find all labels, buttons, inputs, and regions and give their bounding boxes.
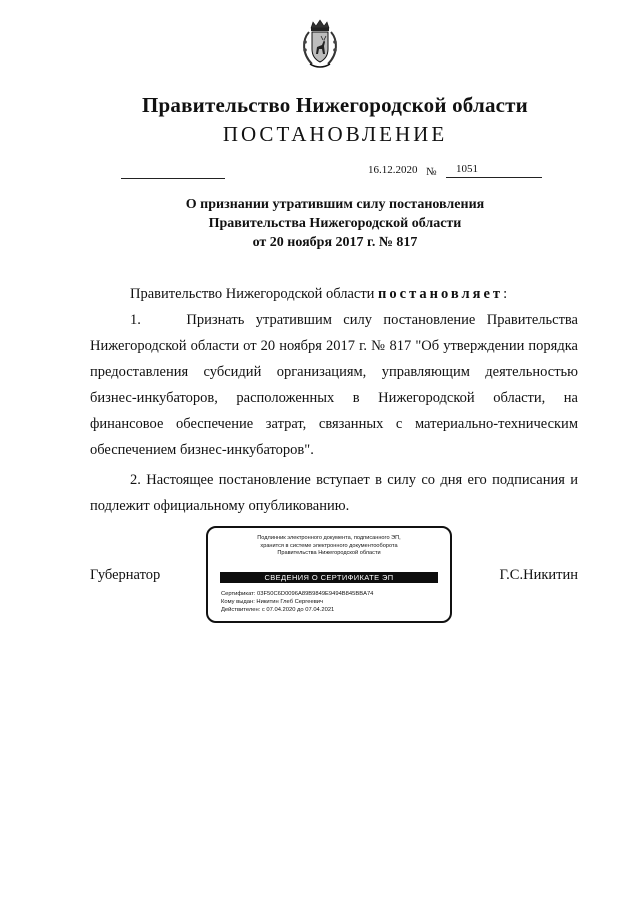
coat-of-arms-icon: [300, 18, 340, 70]
subject-line: от 20 ноября 2017 г. № 817: [252, 235, 418, 250]
document-subject: [0, 195, 640, 252]
number-sign: №: [426, 166, 437, 178]
paragraph-2: 2. Настоящее постановление вступает в силу со дня его подписания и подлежит официальному опубликованию.: [90, 472, 578, 514]
subject-line: Правительства Нижегородской области: [208, 216, 462, 231]
org-title: Правительство Нижегородской области: [142, 93, 528, 117]
subject-line: О признании утратившим силу постановления: [185, 197, 485, 212]
intro-verb: постановляет: [378, 286, 504, 302]
certificate-details: [221, 590, 373, 614]
stamp-note: [208, 535, 450, 558]
signatory-position: Губернатор: [90, 567, 161, 583]
electronic-signature-stamp: [206, 526, 452, 623]
certificate-validity: Действителен: с 07.04.2020 до 07.04.2021: [221, 607, 335, 613]
paragraph-1: 1. Признать утратившим силу постановление Правительства Нижегородской области от 20 ноября 2017 г. № 817 "Об утверждении порядка предоставления субсидий организациям, управляющим деятельностью бизнес-инкубаторов, расположенных в Нижегородской области, на финансовое обеспечение затрат, связанных с материально-техническим обеспечением бизнес-инкубаторов".: [90, 312, 578, 458]
intro-suffix: :: [503, 286, 508, 302]
signatory-name: Г.С.Никитин: [499, 567, 578, 583]
stamp-note-line: Подлинник электронного документа, подписанного ЭП,: [257, 535, 401, 541]
certificate-serial: Сертификат: 03F50C6D0096A89B9849E9494B845BBA74: [221, 591, 374, 597]
document-type: ПОСТАНОВЛЕНИЕ: [222, 122, 448, 146]
intro-paragraph: [90, 281, 578, 307]
certificate-header-bar: СВЕДЕНИЯ О СЕРТИФИКАТЕ ЭП: [220, 572, 438, 583]
document-number: 1051: [446, 163, 542, 178]
document-date: 16.12.2020: [368, 164, 418, 176]
certificate-owner: Кому выдан: Никитин Глеб Сергеевич: [221, 599, 324, 605]
date-blank-line: [121, 178, 225, 179]
stamp-note-line: хранится в системе электронного документооборота: [260, 542, 398, 549]
document-body: [90, 281, 578, 519]
stamp-note-line: Правительства Нижегородской области: [277, 550, 381, 556]
intro-prefix: Правительство Нижегородской области: [130, 286, 379, 302]
